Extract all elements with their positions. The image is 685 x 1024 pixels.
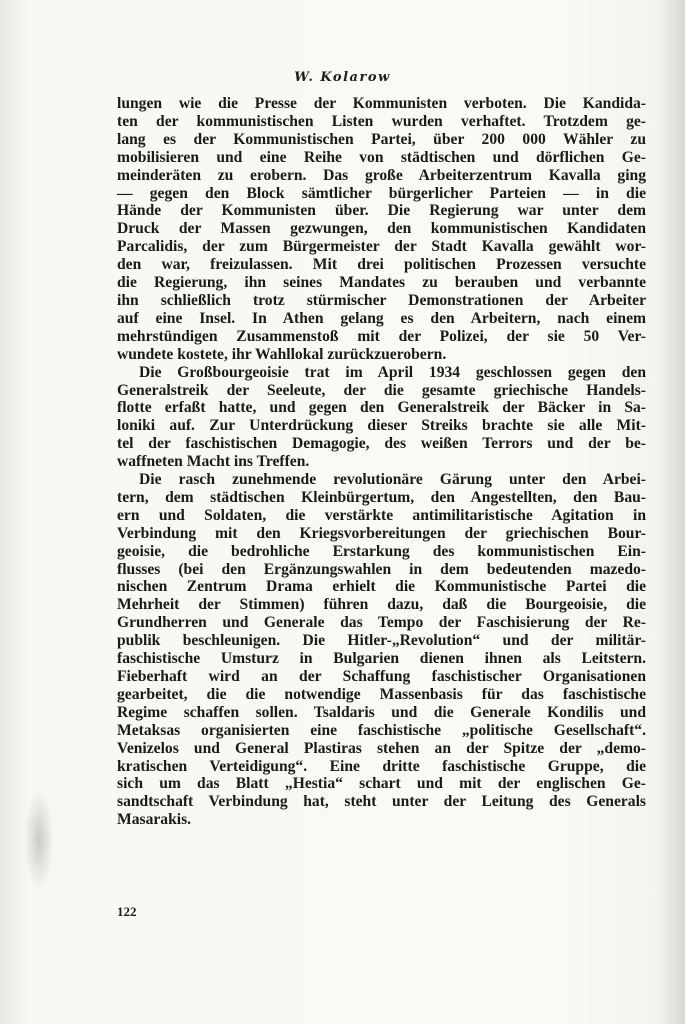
text-line: auf eine Insel. In Athen gelang es den Arbeitern, nach einem xyxy=(117,309,646,327)
text-line: waffneten Macht ins Treffen. xyxy=(117,453,310,471)
text-line: tel der faschistischen Demagogie, des weißen Terrors und der be- xyxy=(117,435,646,453)
body-text xyxy=(117,95,646,829)
page-edge-smudge xyxy=(24,790,54,890)
text-line: Generalstreik der Seeleute, der die gesamte griechische Handels- xyxy=(117,381,646,399)
paragraph xyxy=(117,95,646,364)
text-line: geoisie, die bedrohliche Erstarkung des kommunistischen Ein- xyxy=(117,542,646,560)
text-line: Druck der Massen gezwungen, den kommunistischen Kandidaten xyxy=(117,220,646,238)
text-line: flotte erfaßt hatte, und gegen den Generalstreik der Bäcker in Sa- xyxy=(117,399,646,417)
text-line: kratischen Verteidigung“. Eine dritte faschistische Gruppe, die xyxy=(117,757,646,775)
text-line: sich um das Blatt „Hestia“ schart und mit der englischen Ge- xyxy=(117,775,646,793)
page-number: 122 xyxy=(117,904,137,919)
text-line: Die Großbourgeoisie trat im April 1934 geschlossen gegen den xyxy=(139,363,646,381)
text-line: mehrstündigen Zusammenstoß mit der Polizei, der sie 50 Ver- xyxy=(117,327,646,345)
text-line: lang es der Kommunistischen Partei, über 200 000 Wähler zu xyxy=(117,130,646,148)
text-line: gearbeitet, die die notwendige Massenbasis für das faschistische xyxy=(117,685,646,703)
text-line: Masarakis. xyxy=(117,811,192,829)
text-line: Metaksas organisierten eine faschistische „politische Gesellschaft“. xyxy=(117,721,646,739)
text-line: mobilisieren und eine Reihe von städtischen und dörflichen Ge- xyxy=(117,148,646,166)
paragraph xyxy=(117,471,646,829)
text-line: Parcalidis, der zum Bürgermeister der Stadt Kavalla gewählt wor- xyxy=(117,238,646,256)
text-line: Die rasch zunehmende revolutionäre Gärung unter den Arbei- xyxy=(139,471,646,489)
text-line: ihn schließlich trotz stürmischer Demonstrationen der Arbeiter xyxy=(117,291,646,309)
text-line: ern und Soldaten, die verstärkte antimilitaristische Agitation in xyxy=(117,506,646,524)
text-line: publik beschleunigen. Die Hitler-„Revolution“ und der militär- xyxy=(117,632,646,650)
text-line: Fieberhaft wird an der Schaffung faschistischer Organisationen xyxy=(117,668,646,685)
text-line: die Regierung, ihn seines Mandates zu berauben und verbannte xyxy=(117,274,646,292)
text-line: den war, freizulassen. Mit drei politischen Prozessen versuchte xyxy=(117,256,646,274)
text-line: ten der kommunistischen Listen wurden verhaftet. Trotzdem ge- xyxy=(117,112,646,130)
text-line: Regime schaffen sollen. Tsaldaris und die Generale Kondilis und xyxy=(117,703,646,721)
text-line: Grundherren und Generale das Tempo der Faschisierung der Re- xyxy=(117,614,646,632)
text-line: Verbindung mit den Kriegsvorbereitungen der griechischen Bour- xyxy=(117,524,646,542)
text-line: flusses (bei den Ergänzungswahlen in dem bedeutenden mazedo- xyxy=(117,560,646,578)
text-line: lungen wie die Presse der Kommunisten verboten. Die Kandida- xyxy=(117,95,646,112)
text-line: meinderäten zu erobern. Das große Arbeiterzentrum Kavalla ging xyxy=(117,166,646,184)
text-line: wundete kostete, ihr Wahllokal zurückzuerobern. xyxy=(117,345,447,363)
text-line: Mehrheit der Stimmen) führen dazu, daß die Bourgeoisie, die xyxy=(117,596,646,614)
text-line: loniki auf. Zur Unterdrückung dieser Streiks brachte sie alle Mit- xyxy=(117,417,646,435)
text-line: Hände der Kommunisten über. Die Regierung war unter dem xyxy=(117,202,646,220)
text-line: nischen Zentrum Drama erhielt die Kommunistische Partei die xyxy=(117,578,646,596)
paragraph xyxy=(117,364,646,471)
text-line: tern, dem städtischen Kleinbürgertum, den Angestellten, den Bau- xyxy=(117,488,646,506)
text-line: — gegen den Block sämtlicher bürgerlicher Parteien — in die xyxy=(117,184,646,202)
text-line: faschistische Umsturz in Bulgarien dienen ihnen als Leitstern. xyxy=(117,650,646,668)
text-line: Venizelos und General Plastiras stehen an der Spitze der „demo- xyxy=(117,739,646,757)
running-header: W. Kolarow xyxy=(294,70,391,85)
text-line: sandtschaft Verbindung hat, steht unter der Leitung des Generals xyxy=(117,793,646,811)
